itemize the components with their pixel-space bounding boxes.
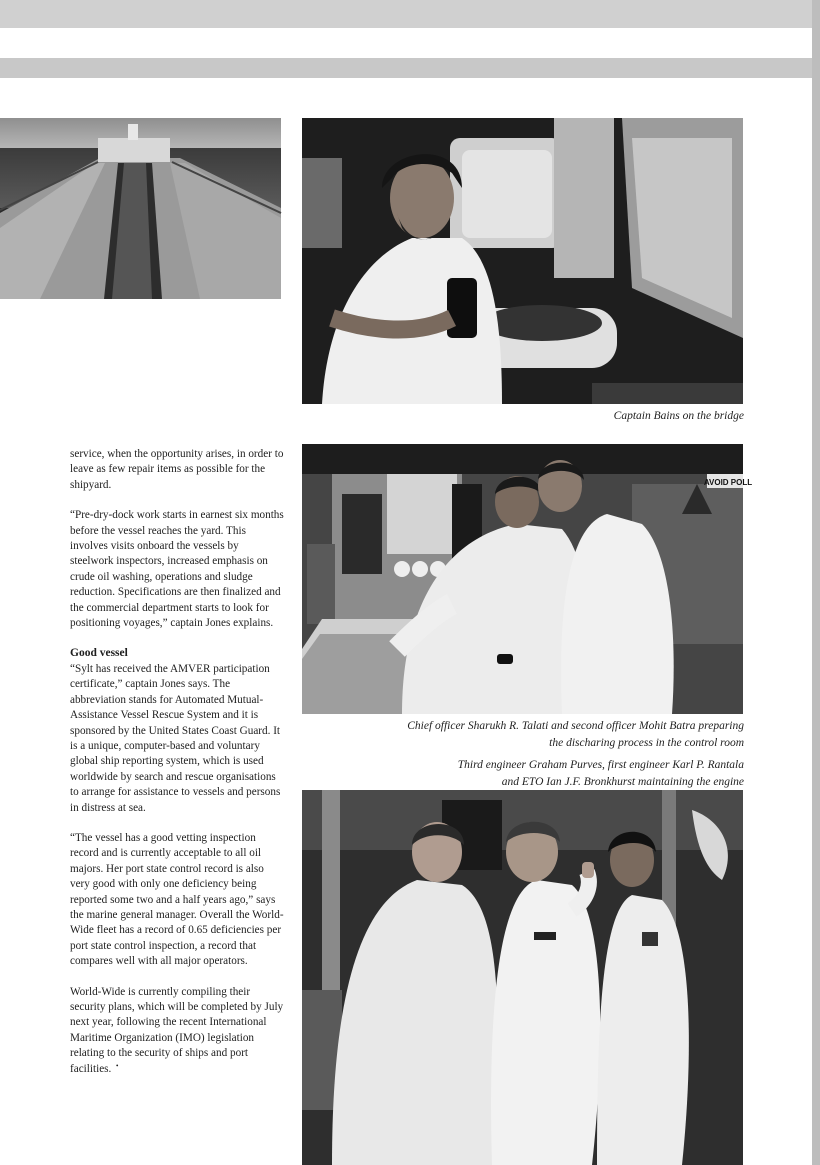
page-edge-strip bbox=[812, 0, 820, 1165]
control-room-caption bbox=[360, 718, 744, 752]
bridge-photo-caption: Captain Bains on the bridge bbox=[613, 410, 744, 422]
control-room-caption-line-1: Chief officer Sharukh R. Talati and second officer Mohit Batra preparing bbox=[407, 720, 744, 732]
engine-room-photo bbox=[302, 790, 743, 1165]
article-paragraph-3: “Sylt has received the AMVER participation certificate,” captain Jones says. The abbreviation stands for Automated Mutual-Assistance Vessel Rescue System and it is sponsored by the United States Coast Guard. It is a unique, computer-based and voluntary global ship reporting system, which is used worldwide by search and rescue organisations to arrange for assistance to vessels and persons in distress at sea. bbox=[70, 662, 281, 814]
engine-caption-line-2: and ETO Ian J.F. Bronkhurst maintaining the engine bbox=[501, 776, 744, 788]
engine-caption bbox=[400, 757, 744, 791]
control-room-photo bbox=[302, 444, 753, 714]
article-paragraph-1: service, when the opportunity arises, in order to leave as few repair items as possible for the shipyard. bbox=[70, 448, 284, 491]
top-gray-band bbox=[0, 0, 820, 28]
control-room-caption-line-2: the discharing process in the control room bbox=[549, 737, 744, 749]
article-paragraph-2: “Pre-dry-dock work starts in earnest six months before the vessel reaches the yard. This involves visits onboard the vessels by steelwork inspectors, increased emphasis on crude oil washing, operations and sludge reduction. Specifications are then finalized and the commercial department starts to look for positioning voyages,” captain Jones explains. bbox=[70, 509, 284, 630]
article-column bbox=[70, 447, 284, 1092]
end-of-article-mark: ॱ bbox=[115, 1062, 119, 1075]
avoid-pollution-sign: AVOID POLL bbox=[703, 478, 753, 487]
engine-caption-line-1: Third engineer Graham Purves, first engineer Karl P. Rantala bbox=[457, 759, 744, 771]
captain-on-bridge-photo bbox=[302, 118, 743, 404]
good-vessel-heading: Good vessel bbox=[70, 647, 128, 660]
article-paragraph-5 bbox=[70, 985, 284, 1077]
article-paragraph-4: “The vessel has a good vetting inspection record and is currently acceptable to all oil majors. Her port state control record is also very good with only one deficiency being reported some two and a half years ago,” says the marine general manager. Overall the World-Wide fleet has a record of 0.65 deficiencies per port state control inspection, a record that compares well with all major operators. bbox=[70, 831, 284, 968]
tanker-deck-photo bbox=[0, 118, 281, 299]
article-paragraph-5-text: World-Wide is currently compiling their security plans, which will be completed by July next year, following the recent International Maritime Organization (IMO) legislation relating to the security of ships and port facilities. bbox=[70, 985, 284, 1075]
header-gray-band bbox=[0, 58, 820, 78]
